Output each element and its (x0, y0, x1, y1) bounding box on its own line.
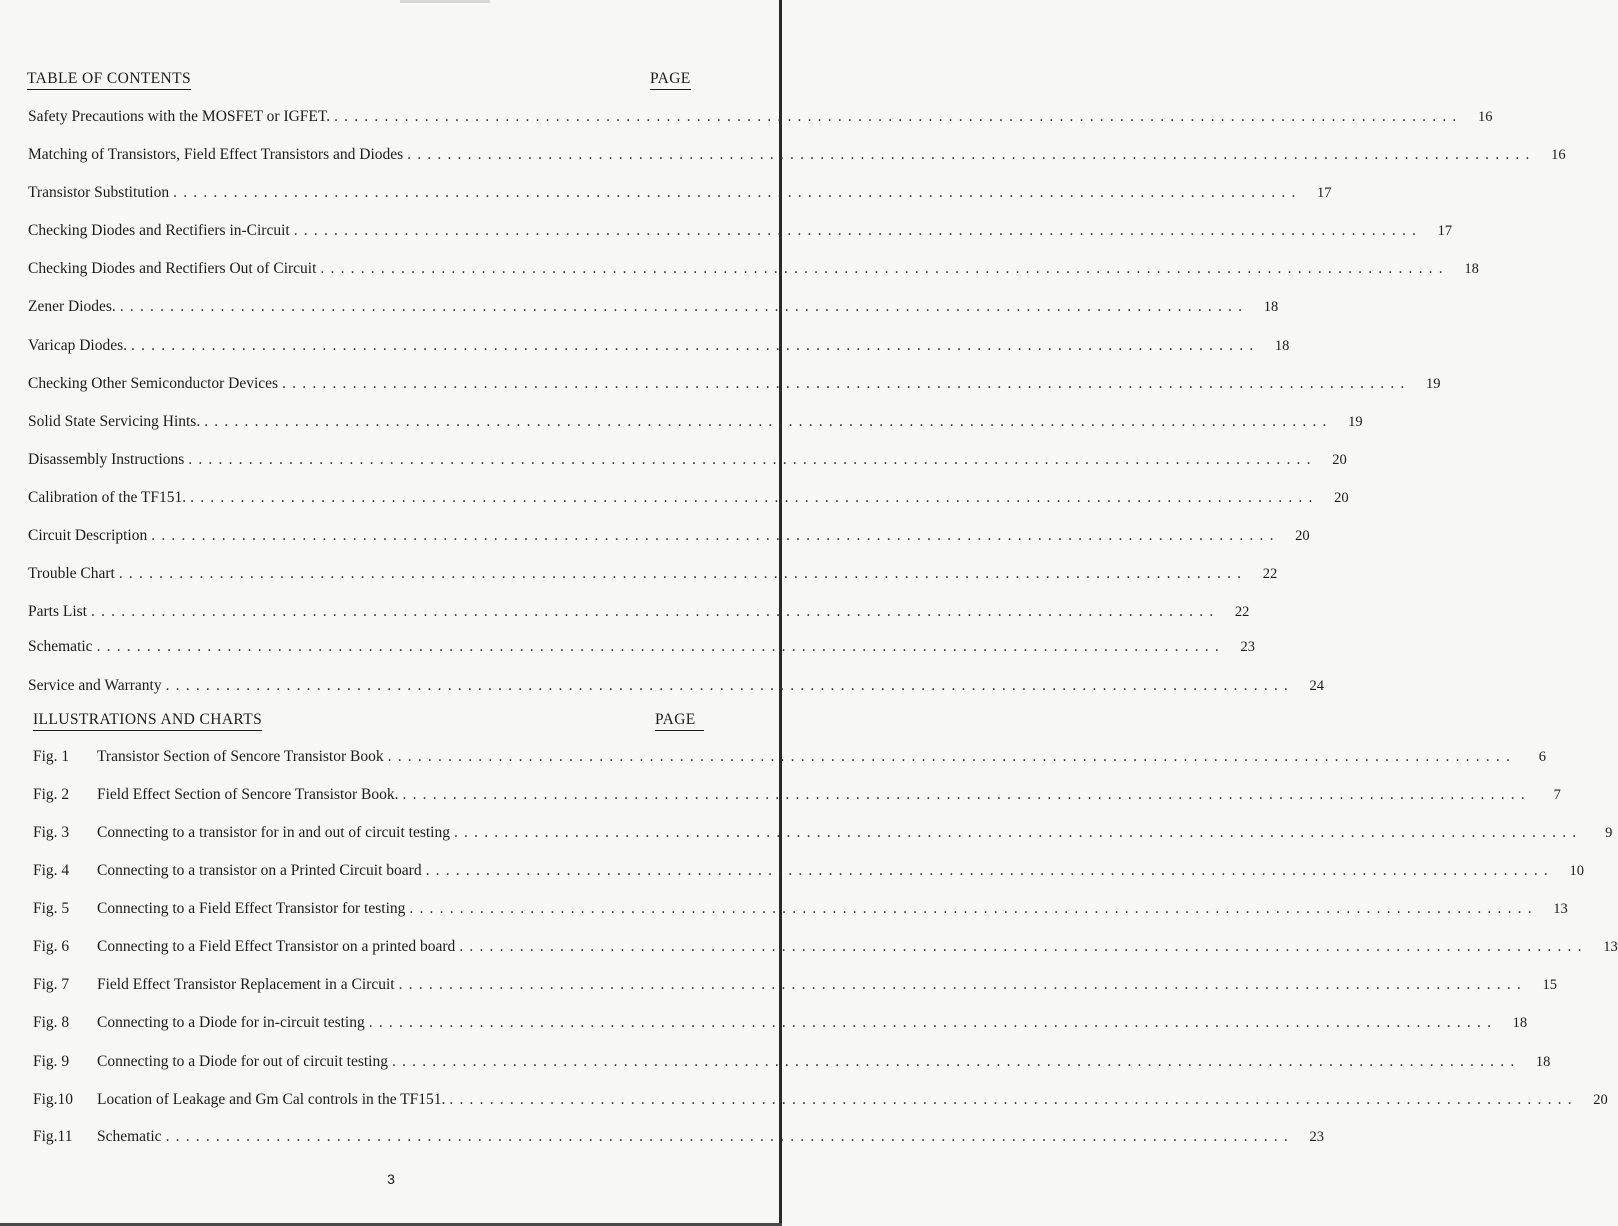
figure-entry (33, 748, 1547, 770)
page-number: 3 (387, 1171, 395, 1187)
toc-entry-title: Safety Precautions with the MOSFET or IGFET. (28, 108, 331, 125)
figure-label: Fig. 9 (33, 1053, 70, 1070)
figure-title: Connecting to a Diode for in-circuit testing (97, 1014, 365, 1031)
toc-entry-page: 22 (1234, 604, 1250, 620)
illustrations-header (0, 711, 782, 735)
toc-entry-title: Matching of Transistors, Field Effect Transistors and Diodes (28, 146, 404, 163)
dot-leader: ................................................................................................................ (190, 489, 1319, 506)
figure-page: 18 (1512, 1015, 1528, 1031)
toc-entry-page: 22 (1262, 566, 1278, 582)
figure-label: Fig. 1 (33, 748, 70, 765)
dot-leader: ................................................................................................................ (96, 638, 1225, 655)
dot-leader: ................................................................................................................ (368, 1014, 1498, 1031)
dot-leader: ................................................................................................................ (151, 527, 1280, 544)
figure-label: Fig. 4 (33, 862, 70, 879)
toc-entry-title: Schematic (28, 638, 93, 655)
toc-entry (28, 451, 1347, 473)
figure-entry (33, 900, 1568, 922)
toc-entry (28, 375, 1441, 397)
figure-title: Connecting to a Field Effect Transistor on a printed board (97, 938, 456, 955)
toc-entry-title: Parts List (28, 603, 87, 620)
toc-entry (28, 527, 1310, 549)
toc-entry-page: 17 (1317, 185, 1332, 201)
toc-entry (28, 677, 1325, 699)
dot-leader: ................................................................................................................ (398, 976, 1528, 993)
figure-entry (33, 824, 1613, 846)
dot-leader: ................................................................................................................ (402, 786, 1531, 803)
dot-leader: ................................................................................................................ (392, 1053, 1521, 1070)
toc-entry (28, 260, 1479, 282)
toc-entry-title: Solid State Servicing Hints. (28, 413, 201, 430)
toc-entry-title: Trouble Chart (28, 565, 115, 582)
figure-page: 23 (1309, 1129, 1324, 1145)
dot-leader: ................................................................................................................ (165, 677, 1295, 694)
figure-title: Connecting to a Field Effect Transistor for testing (97, 900, 406, 917)
toc-entry (28, 184, 1332, 206)
toc-entry-page: 20 (1334, 490, 1349, 506)
figure-label: Fig.11 (33, 1128, 73, 1145)
dot-leader: ................................................................................................................ (173, 184, 1302, 201)
figure-entry (33, 1014, 1528, 1036)
figure-page: 15 (1542, 977, 1558, 993)
figure-label: Fig. 5 (33, 900, 70, 917)
scan-artifact (400, 0, 490, 3)
toc-entry-page: 18 (1274, 338, 1290, 354)
figure-label: Fig. 3 (33, 824, 70, 841)
figure-title: Schematic (97, 1128, 162, 1145)
figure-title: Connecting to a transistor on a Printed Circuit board (97, 862, 422, 879)
toc-entry (28, 222, 1453, 244)
toc-heading: TABLE OF CONTENTS (27, 70, 191, 90)
toc-entry-title: Circuit Description (28, 527, 148, 544)
figure-entry (33, 1091, 1608, 1113)
toc-entry (28, 413, 1363, 435)
figure-entry (33, 1053, 1551, 1075)
toc-entry-page: 17 (1437, 223, 1453, 239)
dot-leader: ................................................................................................................ (459, 938, 1588, 955)
figure-entry (33, 938, 1618, 960)
dot-leader: ................................................................................................................ (320, 260, 1449, 277)
figure-title: Location of Leakage and Gm Cal controls in the TF151. (97, 1091, 446, 1108)
figure-entry (33, 1128, 1324, 1150)
figure-entry (33, 862, 1584, 884)
dot-leader: ................................................................................................................ (425, 862, 1554, 879)
figure-label: Fig. 6 (33, 938, 70, 955)
toc-entry (28, 337, 1290, 359)
figure-title: Connecting to a transistor for in and out of circuit testing (97, 824, 450, 841)
dot-leader: ................................................................................................................ (387, 748, 1517, 765)
dot-leader: ................................................................................................................ (204, 413, 1333, 430)
figure-page: 13 (1603, 939, 1618, 955)
toc-entry-title: Zener Diodes. (28, 298, 116, 315)
dot-leader: ................................................................................................................ (119, 298, 1249, 315)
toc-entry-title: Checking Other Semiconductor Devices (28, 375, 279, 392)
figure-title: Field Effect Section of Sencore Transistor Book. (97, 786, 399, 803)
toc-entry-title: Checking Diodes and Rectifiers in-Circuit (28, 222, 290, 239)
toc-entry (28, 638, 1255, 660)
dot-leader: ................................................................................................................ (282, 375, 1411, 392)
dot-leader: ................................................................................................................ (409, 900, 1538, 917)
toc-entry (28, 603, 1250, 625)
toc-entry-title: Disassembly Instructions (28, 451, 185, 468)
illustrations-heading: ILLUSTRATIONS AND CHARTS (33, 711, 262, 731)
toc-page-heading: PAGE (650, 70, 691, 90)
figure-title: Transistor Section of Sencore Transistor Book (97, 748, 384, 765)
figure-title: Connecting to a Diode for out of circuit testing (97, 1053, 388, 1070)
toc-entry (28, 298, 1279, 320)
figure-label: Fig. 2 (33, 786, 70, 803)
figure-page: 13 (1553, 901, 1568, 917)
toc-entry-page: 19 (1426, 376, 1441, 392)
figure-label: Fig.10 (33, 1091, 74, 1108)
toc-entry-page: 19 (1348, 414, 1363, 430)
figure-entry (33, 976, 1558, 998)
figure-title: Field Effect Transistor Replacement in a Circuit (97, 976, 395, 993)
toc-entry-title: Calibration of the TF151. (28, 489, 187, 506)
toc-entry-page: 23 (1240, 639, 1255, 655)
toc-header (0, 70, 782, 94)
figure-page: 6 (1538, 749, 1547, 765)
figure-page: 18 (1535, 1054, 1551, 1070)
toc-entry-page: 20 (1332, 452, 1347, 468)
toc-entry-page: 16 (1551, 147, 1566, 163)
dot-leader: ................................................................................................................ (407, 146, 1536, 163)
dot-leader: ................................................................................................................ (293, 222, 1423, 239)
dot-leader: ................................................................................................................ (449, 1091, 1578, 1108)
toc-entry-title: Varicap Diodes. (28, 337, 127, 354)
toc-entry-page: 18 (1263, 299, 1279, 315)
toc-entry (28, 565, 1278, 587)
figure-page: 10 (1569, 863, 1584, 879)
toc-entry-page: 18 (1464, 261, 1479, 277)
dot-leader: ................................................................................................................ (131, 337, 1260, 354)
illustrations-page-heading: PAGE (655, 711, 704, 731)
toc-entry-title: Transistor Substitution (28, 184, 170, 201)
toc-entry-page: 16 (1477, 109, 1493, 125)
toc-entry-page: 24 (1309, 678, 1325, 694)
dot-leader: ................................................................................................................ (334, 108, 1463, 125)
toc-entry (28, 489, 1349, 511)
figure-page: 20 (1593, 1092, 1608, 1108)
figure-page: 7 (1553, 787, 1561, 803)
dot-leader: ................................................................................................................ (91, 603, 1220, 620)
figure-label: Fig. 8 (33, 1014, 70, 1031)
toc-entry-page: 20 (1295, 528, 1310, 544)
toc-entry-title: Checking Diodes and Rectifiers Out of Circuit (28, 260, 317, 277)
dot-leader: ................................................................................................................ (188, 451, 1317, 468)
figure-label: Fig. 7 (33, 976, 70, 993)
dot-leader: ................................................................................................................ (165, 1128, 1294, 1145)
figure-entry (33, 786, 1561, 808)
figure-page: 9 (1605, 825, 1613, 841)
toc-entry-title: Service and Warranty (28, 677, 162, 694)
dot-leader: ................................................................................................................ (118, 565, 1248, 582)
toc-entry (28, 146, 1566, 168)
dot-leader: ................................................................................................................ (453, 824, 1583, 841)
toc-entry (28, 108, 1493, 130)
